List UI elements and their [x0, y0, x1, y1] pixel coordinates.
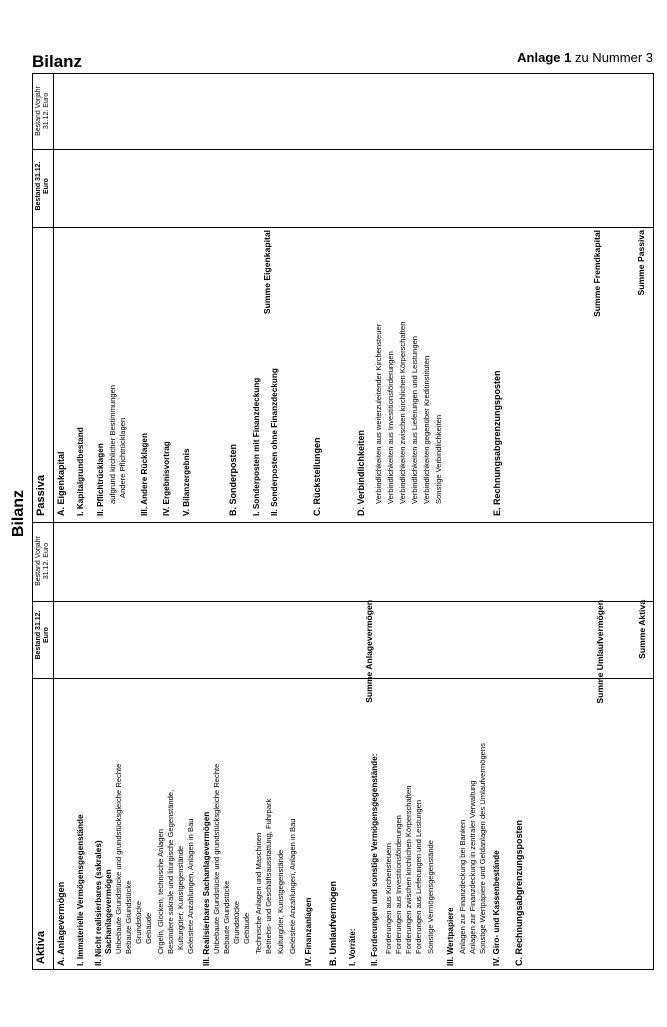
aktiva-line: Unbebaute Grundstücke und grundstücksgleiche Rechte — [114, 763, 123, 954]
aktiva-line: Forderungen aus Investitionsförderungen — [394, 815, 403, 954]
passiva-heading: Passiva — [35, 475, 47, 516]
aktiva-line: II. Nicht realisierbares (sakrales) — [94, 840, 103, 966]
aktiva-heading: Aktiva — [35, 930, 47, 964]
sum-fremdkapital: Summe Fremdkapital — [592, 230, 602, 317]
passiva-line: Verbindlichkeiten aus Lieferungen und Leistungen — [410, 335, 419, 504]
aktiva-line: Forderungen aus Kirchensteuern — [384, 842, 393, 954]
passiva-line: III. Andere Rücklagen — [140, 433, 149, 516]
passiva-line: aufgrund kirchlicher Bestimmungen — [108, 384, 117, 504]
aktiva-line: Geleistete Anzahlungen, Anlagen in Bau — [288, 818, 297, 954]
aktiva-line: Kulturgüter, Kunstgegenstände — [276, 849, 285, 954]
passiva-line: Verbindlichkeiten gegenüber Kreditinstituten — [422, 355, 431, 504]
passiva-line: Andere Pflichtrücklagen — [118, 417, 127, 498]
previous-year-column-rule — [33, 149, 653, 150]
passiva-line: C. Rückstellungen — [312, 437, 322, 516]
aktiva-line: Technische Anlagen und Maschinen — [254, 832, 263, 954]
passiva-line: II. Pflichtrücklagen — [96, 443, 105, 516]
aktiva-line: Gebäude — [242, 912, 251, 944]
aktiva-line: I. Vorräte: — [348, 928, 357, 966]
aktiva-line: Betriebs- und Geschäftsausstattung, Fuhrpark — [264, 798, 273, 954]
balance-sheet-frame — [32, 73, 654, 970]
aktiva-line: Orgeln, Glocken, technische Anlagen — [156, 829, 165, 954]
sum-eigenkapital: Summe Eigenkapital — [262, 230, 272, 315]
passiva-previous-column-header: Bestand Vorjahr 31.12. Euro — [35, 86, 50, 136]
aktiva-passiva-divider — [33, 522, 653, 523]
aktiva-line: B. Umlaufvermögen — [328, 880, 338, 966]
passiva-current-column-header: Bestand 31.12. Euro — [35, 161, 50, 211]
aktiva-line: IV. Finanzanlagen — [304, 897, 313, 966]
aktiva-line: Bebaute Grundstücke — [124, 880, 133, 954]
aktiva-text-column-rule — [33, 678, 653, 679]
passiva-line: B. Sonderposten — [228, 443, 238, 516]
annex-number: zu Nummer 3 — [574, 50, 653, 65]
aktiva-line: Anlagen zur Finanzdeckung bei Banken — [458, 819, 467, 954]
aktiva-line: Sonstige Vermögensgegenstände — [426, 840, 435, 954]
passiva-line: D. Verbindlichkeiten — [356, 429, 366, 516]
passiva-line: V. Bilanzergebnis — [182, 448, 191, 516]
aktiva-line: III. Realisierbares Sachanlagevermögen — [202, 811, 211, 966]
sum-umlaufvermoegen: Summe Umlaufvermögen — [595, 600, 605, 704]
aktiva-line: Anlagen zur Finanzdeckung in zentraler Verwaltung — [468, 780, 477, 954]
aktiva-line: Geleistete Anzahlungen, Anlagen in Bau — [186, 818, 195, 954]
aktiva-current-column-header: Bestand 31.12. Euro — [35, 610, 50, 660]
aktiva-previous-column-rule — [33, 601, 653, 602]
passiva-line: I. Sonderposten mit Finanzdeckung — [252, 377, 261, 516]
annex-label: Anlage 1 — [517, 50, 572, 65]
aktiva-line: I. Immaterielle Vermögensgegenstände — [76, 814, 85, 966]
aktiva-line: Sachanlagevermögen — [104, 869, 113, 954]
passiva-line: I. Kapitalgrundbestand — [76, 427, 85, 516]
sum-aktiva: Summe Aktiva — [637, 600, 647, 659]
heading-row-rule — [53, 74, 54, 969]
annex-reference — [517, 50, 653, 65]
center-title: Bilanz — [10, 489, 27, 538]
aktiva-line: A. Anlagevermögen — [56, 881, 66, 966]
aktiva-line: Kulturgüter, Kunstgegenstände — [176, 845, 185, 950]
aktiva-line: Forderungen aus Lieferungen und Leistungen — [414, 799, 423, 954]
aktiva-line: Forderungen zwischen kirchlichen Körperschaften — [404, 785, 413, 954]
aktiva-line: II. Forderungen und sonstige Vermögensgegenstände: — [370, 753, 379, 966]
aktiva-line: Besondere sakrale und liturgische Gegenstände, — [166, 789, 175, 954]
passiva-line: Sonstige Verbindlichkeiten — [434, 414, 443, 504]
passiva-line: IV. Ergebnisvortrag — [162, 441, 171, 516]
sum-anlagevermoegen: Summe Anlagevermögen — [364, 600, 374, 703]
passiva-line: E. Rechnungsabgrenzungsposten — [492, 370, 502, 516]
passiva-line: Verbindlichkeiten aus weiterzuleitender Kirchensteuer — [374, 323, 383, 504]
aktiva-line: Sonstige Wertpapiere und Geldanlagen des Umlaufvermögens — [478, 743, 487, 954]
aktiva-line: Grundstücke — [134, 900, 143, 944]
aktiva-line: Grundstücke — [232, 900, 241, 944]
aktiva-line: Bebaute Grundstücke — [222, 880, 231, 954]
passiva-line: II. Sonderposten ohne Finanzdeckung — [270, 368, 279, 516]
aktiva-previous-column-header: Bestand Vorjahr 31.12. Euro — [35, 536, 50, 586]
passiva-line: A. Eigenkapital — [56, 451, 66, 516]
page-title: Bilanz — [32, 52, 83, 71]
aktiva-line: Unbebaute Grundstücke und grundstücksgleiche Rechte — [212, 763, 221, 954]
aktiva-line: III. Wertpapiere — [446, 907, 455, 966]
aktiva-line: IV. Giro- und Kassenbestände — [492, 850, 501, 966]
sum-passiva: Summe Passiva — [636, 230, 646, 296]
aktiva-line: C. Rechnungsabgrenzungsposten — [514, 819, 524, 966]
passiva-line: Verbindlichkeiten zwischen kirchlichen Körperschaften — [398, 321, 407, 504]
passiva-column-rule — [33, 227, 653, 228]
aktiva-line: Gebäude — [144, 912, 153, 944]
passiva-line: Verbindlichkeiten aus Investitionsförderungen — [386, 351, 395, 504]
